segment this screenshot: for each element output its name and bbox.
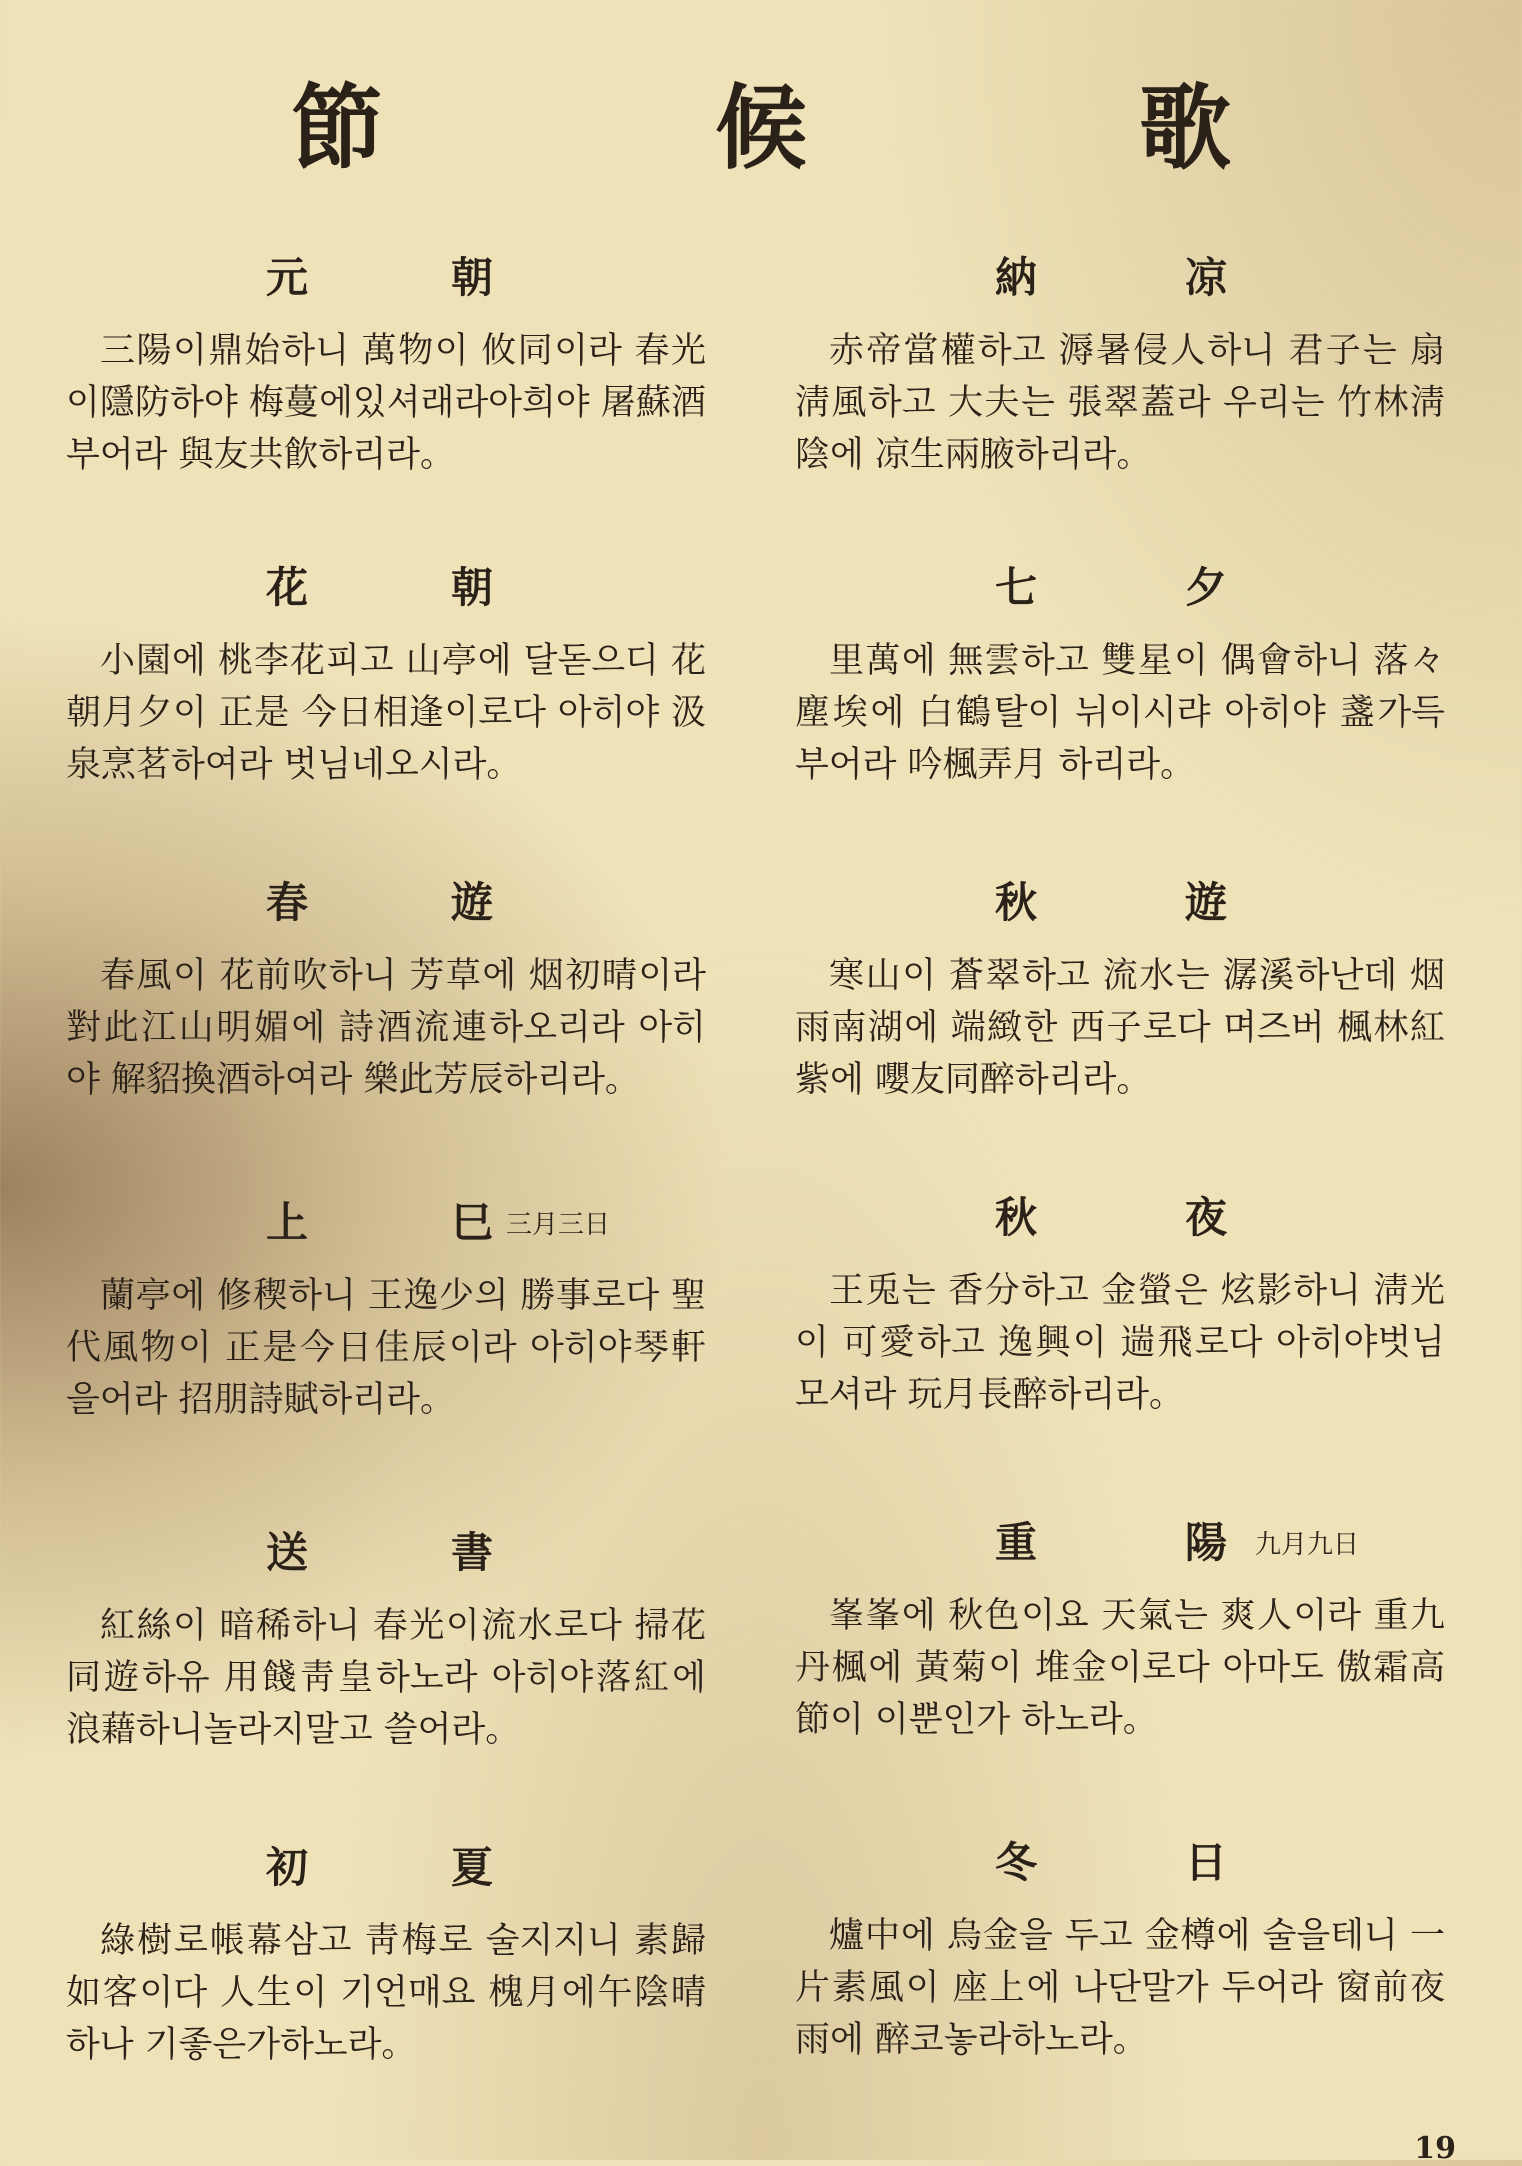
verse-text: 春風이 花前吹하니 芳草에 烟初晴이라 對此江山明媚에 詩酒流連하오리라 아히야 解貂換酒하여라 樂此芳辰하리라。 bbox=[66, 956, 706, 1100]
verse-text: 蘭亭에 修稧하니 王逸少의 勝事로다 聖代風物이 正是今日佳辰이라 아히야琴軒을어라 招朋詩賦하리라。 bbox=[66, 1276, 706, 1420]
section-sangsa bbox=[66, 1190, 706, 1426]
heading-char-1: 上 bbox=[266, 1198, 309, 1247]
heading-char-1: 納 bbox=[995, 253, 1038, 302]
verse-text: 紅絲이 暗稀하니 春光이流水로다 掃花同遊하유 用餞靑皇하노라 아히야落紅에 浪藉하니놀라지말고 쓸어라。 bbox=[66, 1606, 706, 1750]
date-note: 九月九日 bbox=[1255, 1530, 1360, 1560]
verse-text: 爐中에 烏金을 두고 金樽에 술을테니 一片素風이 座上에 나단말가 두어라 窗前夜雨에 醉코놓라하노라。 bbox=[795, 1916, 1445, 2060]
section-heading bbox=[66, 245, 706, 305]
section-chunyu bbox=[66, 870, 706, 1106]
heading-char-2: 遊 bbox=[1185, 878, 1228, 927]
section-heading bbox=[66, 1520, 706, 1580]
heading-char-2: 巳 bbox=[451, 1198, 494, 1247]
section-chilseok bbox=[795, 555, 1445, 791]
verse-text: 寒山이 蒼翠하고 流水는 潺溪하난데 烟雨南湖에 端緻한 西子로다 며즈버 楓林紅紫에 嚶友同醉하리라。 bbox=[795, 956, 1445, 1100]
heading-char-1: 元 bbox=[266, 253, 309, 302]
heading-char-1: 秋 bbox=[995, 878, 1038, 927]
heading-char-1: 冬 bbox=[995, 1838, 1038, 1887]
heading-char-2: 陽 bbox=[1185, 1518, 1228, 1567]
section-heading bbox=[795, 1830, 1445, 1890]
section-chuya bbox=[795, 1185, 1445, 1421]
heading-char-1: 花 bbox=[266, 563, 309, 612]
section-songseo bbox=[66, 1520, 706, 1756]
section-heading bbox=[795, 245, 1445, 305]
heading-char-2: 夜 bbox=[1185, 1193, 1228, 1242]
section-heading bbox=[795, 1185, 1445, 1245]
section-dongil bbox=[795, 1830, 1445, 2066]
verse-text: 三陽이鼎始하니 萬物이 攸同이라 春光이隱防하야 梅蔓에있셔래라아희야 屠蘇酒부어라 與友共飮하리라。 bbox=[66, 331, 706, 475]
heading-char-2: 凉 bbox=[1185, 253, 1228, 302]
page-number: 19 bbox=[1414, 2131, 1456, 2166]
heading-char-1: 初 bbox=[266, 1843, 309, 1892]
section-heading bbox=[66, 1835, 706, 1895]
section-napryang bbox=[795, 245, 1445, 481]
section-jungyang bbox=[795, 1510, 1445, 1746]
heading-char-1: 七 bbox=[995, 563, 1038, 612]
section-heading bbox=[795, 555, 1445, 615]
heading-char-1: 送 bbox=[266, 1528, 309, 1577]
section-wonjo bbox=[66, 245, 706, 481]
verse-text: 王兎는 香分하고 金螢은 炫影하니 淸光이 可愛하고 逸興이 遄飛로다 아히야벗님 모셔라 玩月長醉하리라。 bbox=[795, 1271, 1445, 1415]
heading-char-1: 春 bbox=[266, 878, 309, 927]
heading-char-2: 日 bbox=[1185, 1838, 1228, 1887]
heading-char-2: 遊 bbox=[451, 878, 494, 927]
heading-char-1: 秋 bbox=[995, 1193, 1038, 1242]
verse-text: 赤帝當權하고 溽暑侵人하니 君子는 扇淸風하고 大夫는 張翠蓋라 우리는 竹林淸陰에 凉生兩腋하리라。 bbox=[795, 331, 1445, 475]
heading-char-2: 書 bbox=[451, 1528, 494, 1577]
section-heading bbox=[66, 1190, 706, 1250]
section-heading bbox=[66, 555, 706, 615]
verse-text: 里萬에 無雲하고 雙星이 偶會하니 落々塵埃에 白鶴탈이 뉘이시랴 아히야 盞가득 부어라 吟楓弄月 하리라。 bbox=[795, 641, 1445, 785]
section-heading bbox=[795, 1510, 1445, 1570]
section-choha bbox=[66, 1835, 706, 2071]
verse-text: 綠樹로帳幕삼고 靑梅로 술지지니 素歸如客이다 人生이 기언매요 槐月에午陰晴하나 기좋은가하노라。 bbox=[66, 1921, 706, 2065]
heading-char-2: 朝 bbox=[451, 563, 494, 612]
verse-text: 小園에 桃李花피고 山亭에 달돋으디 花朝月夕이 正是 今日相逢이로다 아히야 汲泉烹茗하여라 벗님네오시라。 bbox=[66, 641, 706, 785]
section-heading bbox=[795, 870, 1445, 930]
heading-char-1: 重 bbox=[995, 1518, 1038, 1567]
heading-char-2: 夏 bbox=[451, 1843, 494, 1892]
section-chuyu bbox=[795, 870, 1445, 1106]
verse-text: 峯峯에 秋色이요 天氣는 爽人이라 重九丹楓에 黃菊이 堆金이로다 아마도 傲霜高節이 이뿐인가 하노라。 bbox=[795, 1596, 1445, 1740]
page-title: 節 候 歌 bbox=[290, 74, 1382, 182]
date-note: 三月三日 bbox=[506, 1210, 611, 1240]
heading-char-2: 朝 bbox=[451, 253, 494, 302]
section-hwajo bbox=[66, 555, 706, 791]
section-heading bbox=[66, 870, 706, 930]
heading-char-2: 夕 bbox=[1185, 563, 1228, 612]
